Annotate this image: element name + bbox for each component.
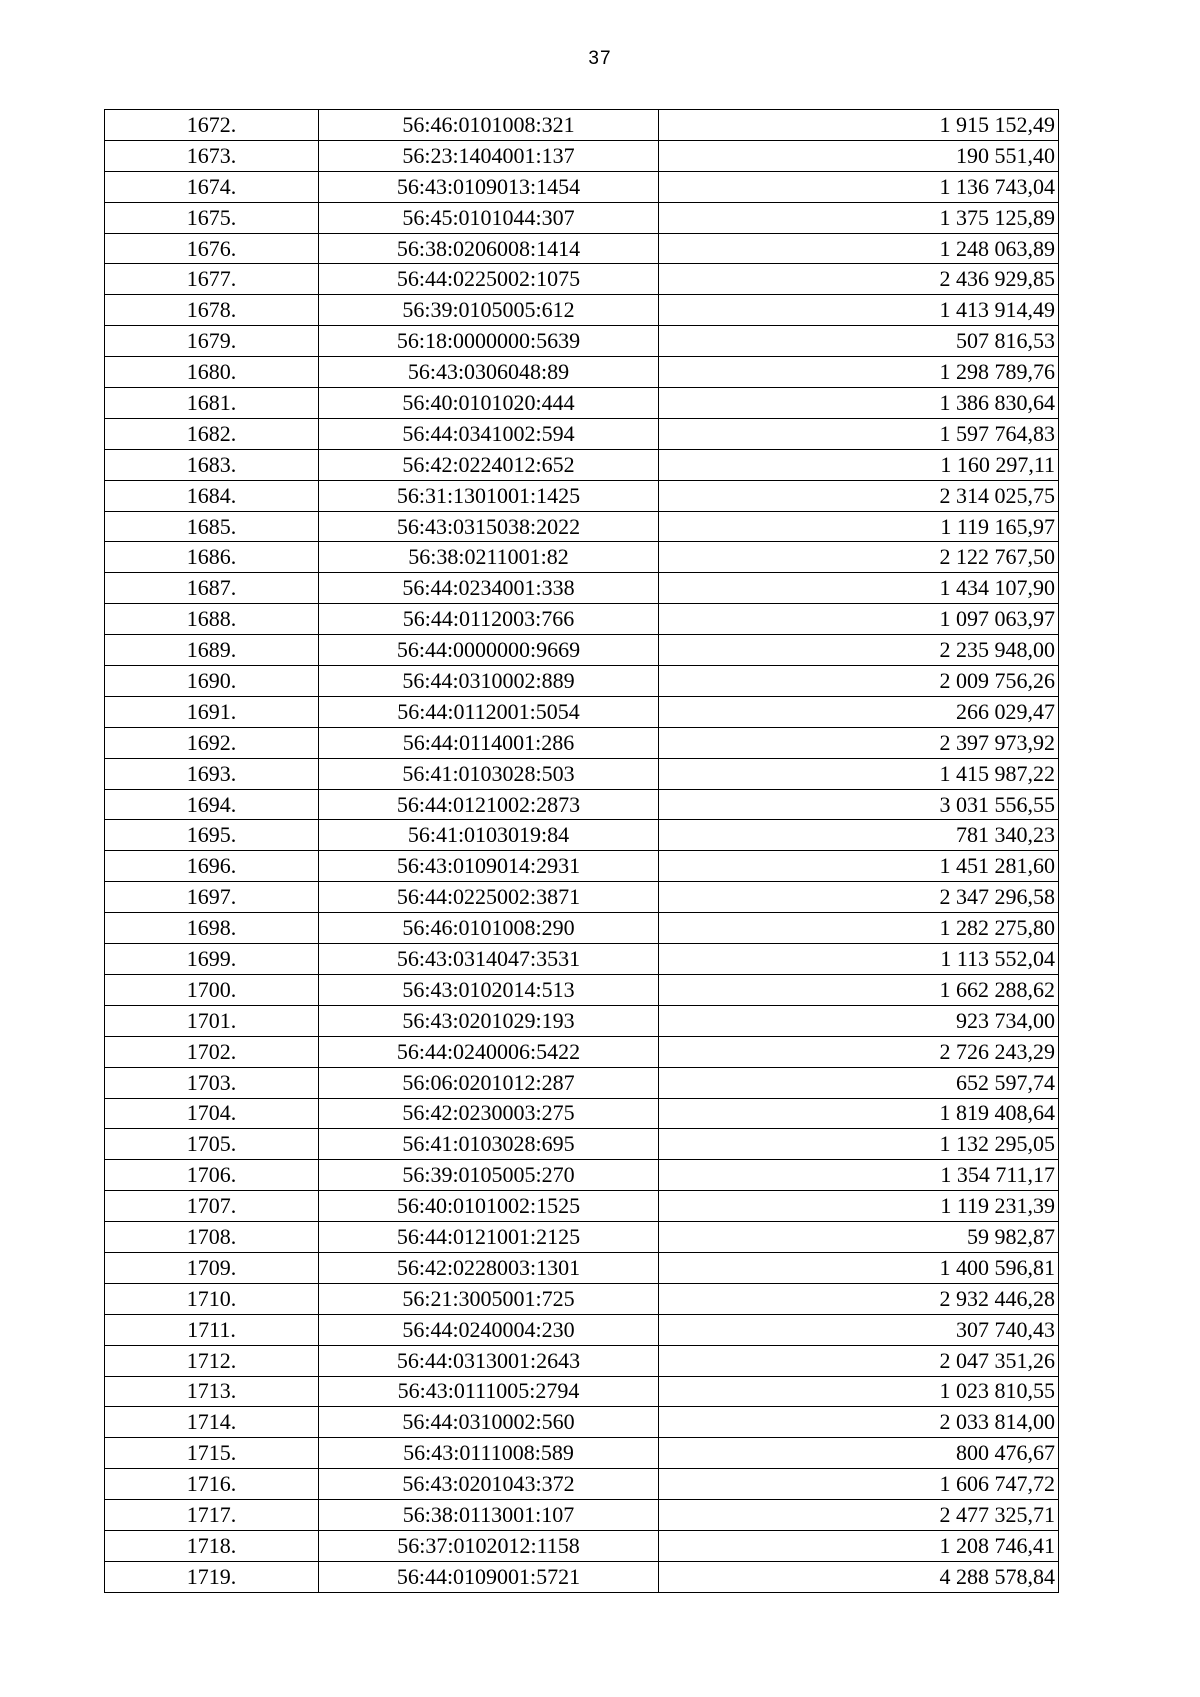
cadastral-value-cell: 1 434 107,90	[659, 573, 1059, 604]
page-number: 37	[588, 48, 612, 69]
table-row	[105, 110, 1059, 141]
cadastral-number-cell: 56:43:0315038:2022	[319, 511, 659, 542]
row-number-cell: 1674.	[105, 171, 319, 202]
cadastral-number-cell: 56:38:0206008:1414	[319, 233, 659, 264]
row-number-cell: 1693.	[105, 758, 319, 789]
cadastral-value-cell: 1 354 711,17	[659, 1160, 1059, 1191]
table-body	[105, 110, 1059, 1593]
table-row	[105, 851, 1059, 882]
row-number-cell: 1680.	[105, 357, 319, 388]
row-number-cell: 1688.	[105, 604, 319, 635]
row-number-cell: 1690.	[105, 666, 319, 697]
table-row	[105, 264, 1059, 295]
cadastral-number-cell: 56:18:0000000:5639	[319, 326, 659, 357]
cadastral-number-cell: 56:44:0000000:9669	[319, 635, 659, 666]
cadastral-value-cell: 1 097 063,97	[659, 604, 1059, 635]
table-row	[105, 758, 1059, 789]
cadastral-value-cell: 2 235 948,00	[659, 635, 1059, 666]
cadastral-value-cell: 1 662 288,62	[659, 974, 1059, 1005]
row-number-cell: 1699.	[105, 944, 319, 975]
cadastral-number-cell: 56:39:0105005:612	[319, 295, 659, 326]
cadastral-value-cell: 1 375 125,89	[659, 202, 1059, 233]
table-row	[105, 449, 1059, 480]
row-number-cell: 1682.	[105, 418, 319, 449]
cadastral-number-cell: 56:44:0225002:1075	[319, 264, 659, 295]
cadastral-value-cell: 800 476,67	[659, 1438, 1059, 1469]
cadastral-number-cell: 56:21:3005001:725	[319, 1283, 659, 1314]
cadastral-number-cell: 56:43:0109014:2931	[319, 851, 659, 882]
cadastral-value-cell: 507 816,53	[659, 326, 1059, 357]
cadastral-number-cell: 56:45:0101044:307	[319, 202, 659, 233]
cadastral-number-cell: 56:43:0111008:589	[319, 1438, 659, 1469]
table-row	[105, 1160, 1059, 1191]
cadastral-number-cell: 56:23:1404001:137	[319, 140, 659, 171]
cadastral-value-cell: 652 597,74	[659, 1067, 1059, 1098]
cadastral-value-cell: 2 122 767,50	[659, 542, 1059, 573]
table-row	[105, 1252, 1059, 1283]
table-row	[105, 1438, 1059, 1469]
cadastral-value-cell: 2 477 325,71	[659, 1500, 1059, 1531]
row-number-cell: 1716.	[105, 1469, 319, 1500]
cadastral-number-cell: 56:44:0114001:286	[319, 727, 659, 758]
table-row	[105, 573, 1059, 604]
cadastral-value-cell: 1 386 830,64	[659, 388, 1059, 419]
table-row	[105, 1036, 1059, 1067]
row-number-cell: 1687.	[105, 573, 319, 604]
row-number-cell: 1692.	[105, 727, 319, 758]
table-row	[105, 1283, 1059, 1314]
cadastral-value-cell: 1 119 165,97	[659, 511, 1059, 542]
cadastral-value-cell: 2 047 351,26	[659, 1345, 1059, 1376]
row-number-cell: 1707.	[105, 1191, 319, 1222]
cadastral-value-cell: 307 740,43	[659, 1314, 1059, 1345]
cadastral-value-cell: 59 982,87	[659, 1222, 1059, 1253]
row-number-cell: 1718.	[105, 1530, 319, 1561]
cadastral-number-cell: 56:38:0211001:82	[319, 542, 659, 573]
cadastral-value-cell: 1 606 747,72	[659, 1469, 1059, 1500]
row-number-cell: 1695.	[105, 820, 319, 851]
cadastral-value-cell: 1 413 914,49	[659, 295, 1059, 326]
cadastral-number-cell: 56:44:0121001:2125	[319, 1222, 659, 1253]
row-number-cell: 1712.	[105, 1345, 319, 1376]
table-row	[105, 326, 1059, 357]
table-row	[105, 1407, 1059, 1438]
cadastral-value-cell: 1 915 152,49	[659, 110, 1059, 141]
row-number-cell: 1702.	[105, 1036, 319, 1067]
table-row	[105, 171, 1059, 202]
cadastral-number-cell: 56:43:0109013:1454	[319, 171, 659, 202]
cadastral-value-table	[104, 109, 1059, 1593]
row-number-cell: 1679.	[105, 326, 319, 357]
table-row	[105, 1314, 1059, 1345]
cadastral-value-cell: 2 033 814,00	[659, 1407, 1059, 1438]
cadastral-number-cell: 56:43:0306048:89	[319, 357, 659, 388]
cadastral-value-cell: 1 400 596,81	[659, 1252, 1059, 1283]
cadastral-value-cell: 4 288 578,84	[659, 1561, 1059, 1592]
cadastral-value-cell: 1 282 275,80	[659, 913, 1059, 944]
cadastral-value-cell: 190 551,40	[659, 140, 1059, 171]
cadastral-value-cell: 781 340,23	[659, 820, 1059, 851]
cadastral-value-cell: 1 597 764,83	[659, 418, 1059, 449]
table-row	[105, 233, 1059, 264]
table-row	[105, 635, 1059, 666]
row-number-cell: 1705.	[105, 1129, 319, 1160]
cadastral-number-cell: 56:43:0102014:513	[319, 974, 659, 1005]
row-number-cell: 1689.	[105, 635, 319, 666]
cadastral-number-cell: 56:39:0105005:270	[319, 1160, 659, 1191]
table-row	[105, 202, 1059, 233]
cadastral-value-cell: 1 132 295,05	[659, 1129, 1059, 1160]
cadastral-value-cell: 2 314 025,75	[659, 480, 1059, 511]
cadastral-value-cell: 923 734,00	[659, 1005, 1059, 1036]
cadastral-number-cell: 56:44:0234001:338	[319, 573, 659, 604]
row-number-cell: 1709.	[105, 1252, 319, 1283]
table-row	[105, 666, 1059, 697]
table-row	[105, 1005, 1059, 1036]
cadastral-value-cell: 1 451 281,60	[659, 851, 1059, 882]
cadastral-value-cell: 2 436 929,85	[659, 264, 1059, 295]
cadastral-value-cell: 2 932 446,28	[659, 1283, 1059, 1314]
cadastral-value-cell: 1 119 231,39	[659, 1191, 1059, 1222]
table-row	[105, 480, 1059, 511]
table-row	[105, 974, 1059, 1005]
table-row	[105, 1561, 1059, 1592]
cadastral-number-cell: 56:41:0103019:84	[319, 820, 659, 851]
cadastral-number-cell: 56:40:0101020:444	[319, 388, 659, 419]
table-row	[105, 1469, 1059, 1500]
cadastral-number-cell: 56:44:0112001:5054	[319, 696, 659, 727]
table-row	[105, 944, 1059, 975]
row-number-cell: 1694.	[105, 789, 319, 820]
row-number-cell: 1715.	[105, 1438, 319, 1469]
row-number-cell: 1678.	[105, 295, 319, 326]
row-number-cell: 1683.	[105, 449, 319, 480]
cadastral-value-cell: 2 009 756,26	[659, 666, 1059, 697]
cadastral-number-cell: 56:44:0225002:3871	[319, 882, 659, 913]
row-number-cell: 1697.	[105, 882, 319, 913]
cadastral-number-cell: 56:40:0101002:1525	[319, 1191, 659, 1222]
cadastral-number-cell: 56:44:0313001:2643	[319, 1345, 659, 1376]
cadastral-number-cell: 56:44:0310002:560	[319, 1407, 659, 1438]
row-number-cell: 1711.	[105, 1314, 319, 1345]
cadastral-number-cell: 56:46:0101008:290	[319, 913, 659, 944]
table-row	[105, 388, 1059, 419]
row-number-cell: 1696.	[105, 851, 319, 882]
row-number-cell: 1691.	[105, 696, 319, 727]
row-number-cell: 1686.	[105, 542, 319, 573]
row-number-cell: 1701.	[105, 1005, 319, 1036]
cadastral-number-cell: 56:44:0112003:766	[319, 604, 659, 635]
cadastral-number-cell: 56:43:0314047:3531	[319, 944, 659, 975]
cadastral-number-cell: 56:44:0109001:5721	[319, 1561, 659, 1592]
cadastral-number-cell: 56:44:0240004:230	[319, 1314, 659, 1345]
row-number-cell: 1675.	[105, 202, 319, 233]
cadastral-number-cell: 56:44:0121002:2873	[319, 789, 659, 820]
table-row	[105, 511, 1059, 542]
row-number-cell: 1706.	[105, 1160, 319, 1191]
table-row	[105, 1500, 1059, 1531]
cadastral-number-cell: 56:41:0103028:503	[319, 758, 659, 789]
row-number-cell: 1708.	[105, 1222, 319, 1253]
table-row	[105, 727, 1059, 758]
cadastral-value-cell: 1 136 743,04	[659, 171, 1059, 202]
table-row	[105, 1376, 1059, 1407]
table-row	[105, 820, 1059, 851]
table-row	[105, 1191, 1059, 1222]
cadastral-number-cell: 56:43:0201029:193	[319, 1005, 659, 1036]
row-number-cell: 1714.	[105, 1407, 319, 1438]
row-number-cell: 1700.	[105, 974, 319, 1005]
cadastral-value-cell: 2 347 296,58	[659, 882, 1059, 913]
row-number-cell: 1703.	[105, 1067, 319, 1098]
row-number-cell: 1713.	[105, 1376, 319, 1407]
cadastral-value-cell: 1 298 789,76	[659, 357, 1059, 388]
cadastral-number-cell: 56:44:0240006:5422	[319, 1036, 659, 1067]
row-number-cell: 1685.	[105, 511, 319, 542]
row-number-cell: 1673.	[105, 140, 319, 171]
table-row	[105, 1067, 1059, 1098]
cadastral-value-cell: 1 819 408,64	[659, 1098, 1059, 1129]
cadastral-number-cell: 56:43:0201043:372	[319, 1469, 659, 1500]
row-number-cell: 1672.	[105, 110, 319, 141]
cadastral-value-cell: 3 031 556,55	[659, 789, 1059, 820]
table-row	[105, 357, 1059, 388]
table-row	[105, 696, 1059, 727]
cadastral-number-cell: 56:31:1301001:1425	[319, 480, 659, 511]
cadastral-value-cell: 1 160 297,11	[659, 449, 1059, 480]
row-number-cell: 1719.	[105, 1561, 319, 1592]
table-row	[105, 542, 1059, 573]
table-row	[105, 913, 1059, 944]
cadastral-value-cell: 266 029,47	[659, 696, 1059, 727]
cadastral-number-cell: 56:43:0111005:2794	[319, 1376, 659, 1407]
row-number-cell: 1677.	[105, 264, 319, 295]
table-row	[105, 295, 1059, 326]
table-row	[105, 789, 1059, 820]
cadastral-value-cell: 1 113 552,04	[659, 944, 1059, 975]
cadastral-value-cell: 1 415 987,22	[659, 758, 1059, 789]
row-number-cell: 1717.	[105, 1500, 319, 1531]
row-number-cell: 1681.	[105, 388, 319, 419]
cadastral-value-cell: 2 397 973,92	[659, 727, 1059, 758]
row-number-cell: 1704.	[105, 1098, 319, 1129]
cadastral-number-cell: 56:06:0201012:287	[319, 1067, 659, 1098]
table-row	[105, 1098, 1059, 1129]
row-number-cell: 1710.	[105, 1283, 319, 1314]
cadastral-number-cell: 56:38:0113001:107	[319, 1500, 659, 1531]
table-row	[105, 1129, 1059, 1160]
cadastral-number-cell: 56:42:0224012:652	[319, 449, 659, 480]
cadastral-number-cell: 56:42:0228003:1301	[319, 1252, 659, 1283]
cadastral-number-cell: 56:44:0310002:889	[319, 666, 659, 697]
row-number-cell: 1684.	[105, 480, 319, 511]
row-number-cell: 1698.	[105, 913, 319, 944]
table-row	[105, 1345, 1059, 1376]
table-row	[105, 1530, 1059, 1561]
cadastral-value-cell: 1 208 746,41	[659, 1530, 1059, 1561]
cadastral-number-cell: 56:42:0230003:275	[319, 1098, 659, 1129]
cadastral-number-cell: 56:41:0103028:695	[319, 1129, 659, 1160]
cadastral-value-cell: 1 023 810,55	[659, 1376, 1059, 1407]
cadastral-number-cell: 56:44:0341002:594	[319, 418, 659, 449]
cadastral-value-cell: 1 248 063,89	[659, 233, 1059, 264]
table-row	[105, 140, 1059, 171]
cadastral-number-cell: 56:46:0101008:321	[319, 110, 659, 141]
table-row	[105, 1222, 1059, 1253]
table-row	[105, 604, 1059, 635]
cadastral-value-cell: 2 726 243,29	[659, 1036, 1059, 1067]
table-row	[105, 418, 1059, 449]
cadastral-number-cell: 56:37:0102012:1158	[319, 1530, 659, 1561]
row-number-cell: 1676.	[105, 233, 319, 264]
table-row	[105, 882, 1059, 913]
